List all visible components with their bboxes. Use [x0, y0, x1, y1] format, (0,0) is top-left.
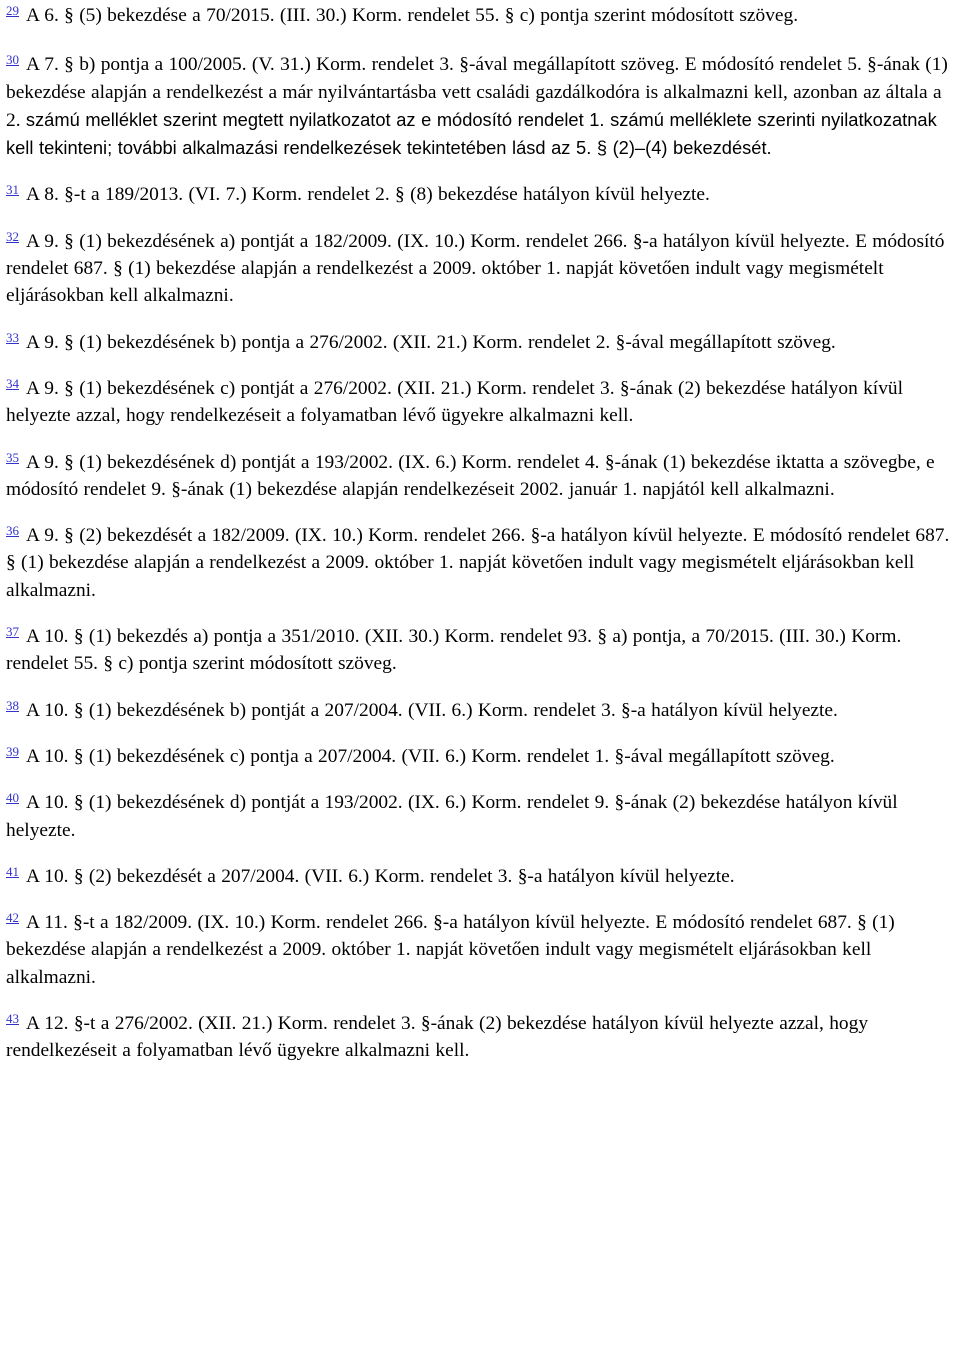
footnotes-page [0, 2, 960, 1065]
footnote-text: számú melléklet szerint megtett nyilatkozatot az e módosító rendelet 1. számú melléklete szerinti nyilatkozatnak kell tekinteni; további alkalmazási rendelkezések tekintetében lásd az 5. § (2)–(4) bekezdését. [6, 108, 937, 159]
footnote-link-39[interactable]: 39 [6, 743, 19, 759]
footnote-link-36[interactable]: 36 [6, 523, 19, 539]
footnote-40 [6, 789, 954, 844]
footnote-link-40[interactable]: 40 [6, 790, 19, 806]
footnote-text: A 10. § (1) bekezdésének d) pontját a 193/2002. (IX. 6.) Korm. rendelet 9. §-ának (2) bekezdése hatályon kívül helyezte. [6, 792, 898, 841]
footnote-31 [6, 181, 954, 208]
footnote-text: A 7. § b) pontja a 100/2005. (V. 31.) Korm. rendelet 3. §-ával megállapított szöveg. E módosító rendelet 5. §-ának (1) bekezdése alapján a rendelkezést a már nyilvántartásba vett családi gazdálkodóra is alkalmazni kell, azonban az általa a 2. [6, 54, 948, 131]
footnote-39 [6, 743, 954, 770]
footnote-link-37[interactable]: 37 [6, 624, 19, 640]
footnote-text: A 12. §-t a 276/2002. (XII. 21.) Korm. rendelet 3. §-ának (2) bekezdése hatályon kívül helyezte azzal, hogy rendelkezéseit a folyamatban lévő ügyekre alkalmazni kell. [6, 1013, 869, 1062]
footnote-text: A 6. § (5) bekezdése a 70/2015. (III. 30.) Korm. rendelet 55. § c) pontja szerint módosított szöveg. [26, 5, 799, 26]
footnote-link-43[interactable]: 43 [6, 1011, 19, 1027]
footnote-41 [6, 863, 954, 890]
footnote-37 [6, 623, 954, 678]
footnote-link-31[interactable]: 31 [6, 182, 19, 198]
footnote-43 [6, 1010, 954, 1065]
footnote-30 [6, 51, 954, 162]
footnote-34 [6, 375, 954, 430]
footnote-33 [6, 329, 954, 356]
footnote-text: A 9. § (2) bekezdését a 182/2009. (IX. 10.) Korm. rendelet 266. §-a hatályon kívül helyezte. E módosító rendelet 687. § (1) bekezdése alapján a rendelkezést a 2009. október 1. napját követően indult vagy megismételt eljárásokban kell alkalmazni. [6, 525, 950, 601]
footnote-link-33[interactable]: 33 [6, 329, 19, 345]
footnote-link-35[interactable]: 35 [6, 449, 19, 465]
footnote-32 [6, 228, 954, 310]
footnote-35 [6, 449, 954, 504]
footnote-list [6, 2, 954, 1065]
footnote-text: A 9. § (1) bekezdésének d) pontját a 193/2002. (IX. 6.) Korm. rendelet 4. §-ának (1) bekezdése iktatta a szövegbe, e módosító rendelet 9. §-ának (1) bekezdése alapján rendelkezéseit 2002. január 1. napjától kell alkalmazni. [6, 451, 935, 500]
footnote-text: A 10. § (1) bekezdésének b) pontját a 207/2004. (VII. 6.) Korm. rendelet 3. §-a hatályon kívül helyezte. [26, 699, 838, 721]
footnote-text: A 9. § (1) bekezdésének b) pontja a 276/2002. (XII. 21.) Korm. rendelet 2. §-ával megállapított szöveg. [26, 331, 836, 353]
footnote-link-42[interactable]: 42 [6, 910, 19, 926]
footnote-link-41[interactable]: 41 [6, 863, 19, 879]
footnote-text: A 10. § (1) bekezdés a) pontja a 351/2010. (XII. 30.) Korm. rendelet 93. § a) pontja, a 70/2015. (III. 30.) Korm. rendelet 55. § c) pontja szerint módosított szöveg. [6, 626, 902, 675]
footnote-link-34[interactable]: 34 [6, 375, 19, 391]
footnote-link-29[interactable]: 29 [6, 3, 19, 18]
footnote-text: A 10. § (1) bekezdésének c) pontja a 207/2004. (VII. 6.) Korm. rendelet 1. §-ával megállapított szöveg. [26, 745, 835, 767]
footnote-text: A 9. § (1) bekezdésének c) pontját a 276/2002. (XII. 21.) Korm. rendelet 3. §-ának (2) bekezdése hatályon kívül helyezte azzal, hogy rendelkezéseit a folyamatban lévő ügyekre alkalmazni kell. [6, 377, 903, 427]
footnote-42 [6, 909, 954, 991]
footnote-38 [6, 697, 954, 724]
footnote-link-30[interactable]: 30 [6, 52, 19, 68]
footnote-29 [6, 2, 954, 29]
footnote-text: A 11. §-t a 182/2009. (IX. 10.) Korm. rendelet 266. §-a hatályon kívül helyezte. E módosító rendelet 687. § (1) bekezdése alapján a rendelkezést a 2009. október 1. napját követően indult vagy megismételt eljárásokban kell alkalmazni. [6, 912, 895, 988]
footnote-link-32[interactable]: 32 [6, 228, 19, 244]
footnote-text: A 9. § (1) bekezdésének a) pontját a 182/2009. (IX. 10.) Korm. rendelet 266. §-a hatályon kívül helyezte. E módosító rendelet 687. § (1) bekezdése alapján a rendelkezést a 2009. október 1. napját követően indult vagy megismételt eljárásokban kell alkalmazni. [6, 230, 945, 307]
footnote-text: A 10. § (2) bekezdését a 207/2004. (VII. 6.) Korm. rendelet 3. §-a hatályon kívül helyezte. [26, 865, 735, 887]
footnote-link-38[interactable]: 38 [6, 697, 19, 713]
footnote-36 [6, 522, 954, 604]
footnote-text: A 8. §-t a 189/2013. (VI. 7.) Korm. rendelet 2. § (8) bekezdése hatályon kívül helyezte. [26, 184, 710, 206]
